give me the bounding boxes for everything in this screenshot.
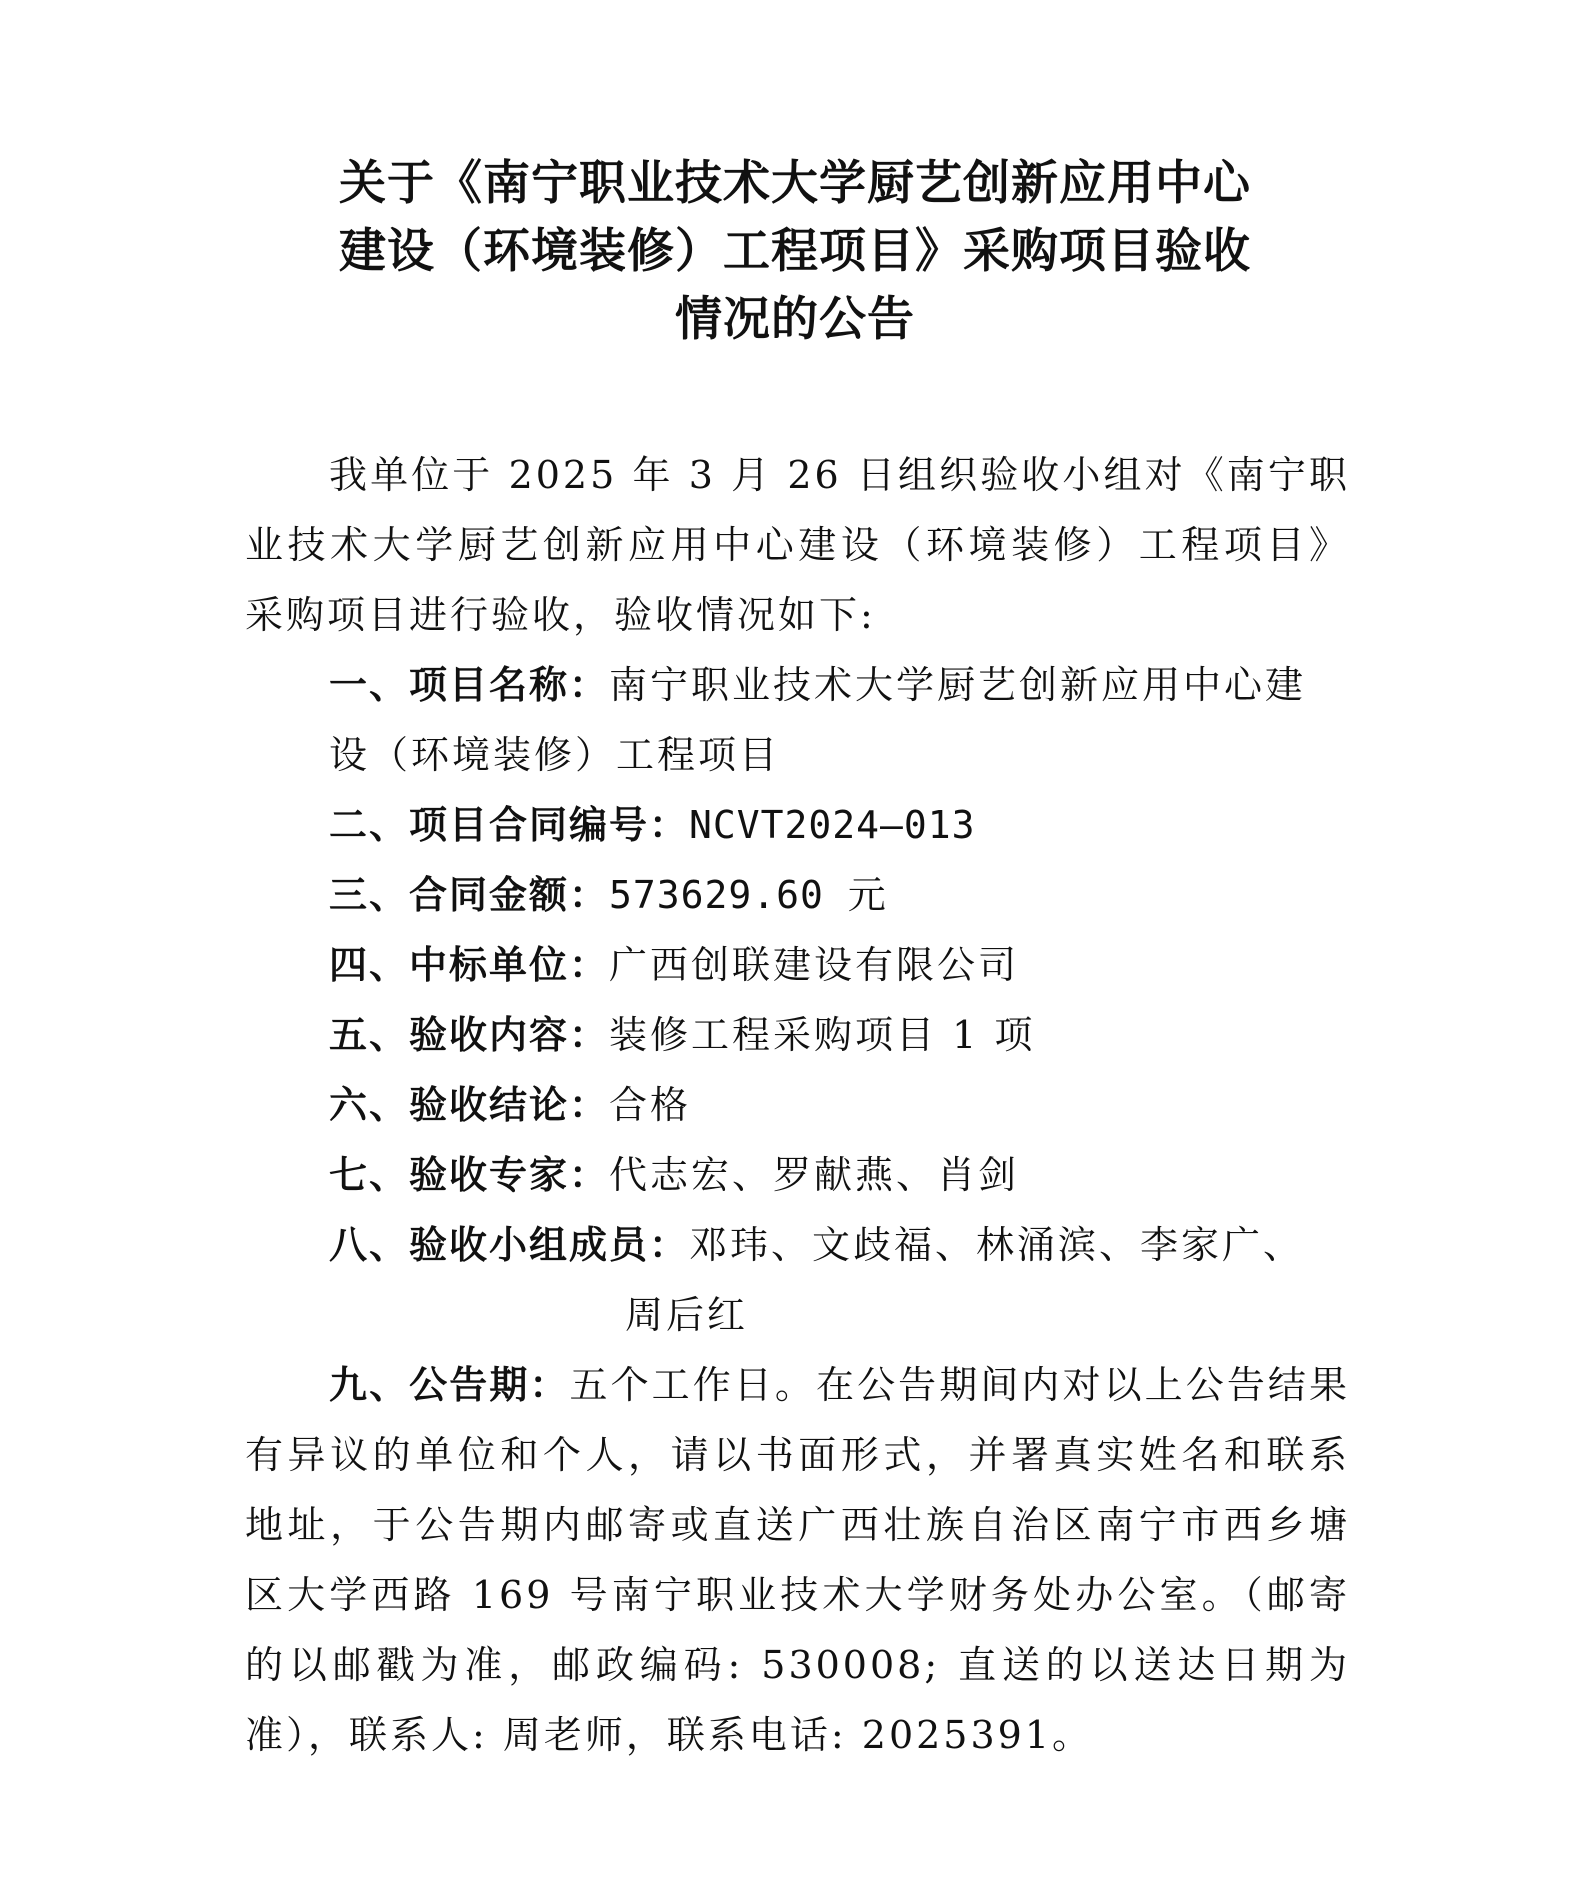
item-label: 四、中标单位：: [329, 943, 610, 987]
item-value: 广西创联建设有限公司: [609, 943, 1020, 987]
item-value: 南宁职业技术大学厨艺创新应用中心建: [609, 663, 1307, 707]
item-label: 七、验收专家：: [329, 1153, 610, 1197]
item-label: 二、项目合同编号：: [329, 803, 690, 847]
document-body: [245, 440, 1350, 1770]
item-value: 573629.60 元: [609, 873, 887, 917]
item-label: 六、验收结论：: [329, 1083, 610, 1127]
item-project-name: [245, 650, 1350, 790]
item-value: 合格: [609, 1083, 692, 1127]
item-acceptance-content: [245, 1000, 1350, 1070]
item-acceptance-experts: [245, 1140, 1350, 1210]
item-value: 代志宏、罗献燕、肖剑: [609, 1153, 1020, 1197]
item-value: 邓玮、文歧福、林涌滨、李家广、: [689, 1223, 1305, 1267]
item-label: 五、验收内容：: [329, 1013, 610, 1057]
item-value-continued: 周后红: [625, 1293, 749, 1337]
notice-paragraph: [245, 1350, 1350, 1770]
item-value: NCVT2024—013: [689, 803, 976, 847]
item-contract-amount: [245, 860, 1350, 930]
item-label: 三、合同金额：: [329, 873, 610, 917]
intro-paragraph: 我单位于 2025 年 3 月 26 日组织验收小组对《南宁职业技术大学厨艺创新应用中心建设（环境装修）工程项目》采购项目进行验收，验收情况如下:: [245, 453, 1350, 637]
item-contract-number: [245, 790, 1350, 860]
item-value-continued: 设（环境装修）工程项目: [329, 733, 781, 777]
item-acceptance-members: [245, 1210, 1350, 1350]
notice-text: 五个工作日。在公告期间内对以上公告结果有异议的单位和个人，请以书面形式，并署真实姓名和联系地址，于公告期内邮寄或直送广西壮族自治区南宁市西乡塘区大学西路 169 号南宁职业技术大学财务处办公室。（邮寄的以邮戳为准，邮政编码: 530008; 直送的以送达日期为准），联系人: 周老师，联系电话: 2025391。: [245, 1363, 1350, 1757]
item-acceptance-conclusion: [245, 1070, 1350, 1140]
title-line-2: 建设（环境装修）工程项目》采购项目验收: [339, 224, 1251, 279]
item-winning-bidder: [245, 930, 1350, 1000]
item-label: 八、验收小组成员：: [329, 1223, 690, 1267]
title-line-1: 关于《南宁职业技术大学厨艺创新应用中心: [339, 156, 1251, 211]
item-label: 一、项目名称：: [329, 663, 610, 707]
title-line-3: 情况的公告: [675, 292, 915, 347]
document-title: [240, 150, 1350, 354]
notice-label: 九、公告期：: [329, 1363, 570, 1407]
item-value: 装修工程采购项目 1 项: [609, 1013, 1036, 1057]
